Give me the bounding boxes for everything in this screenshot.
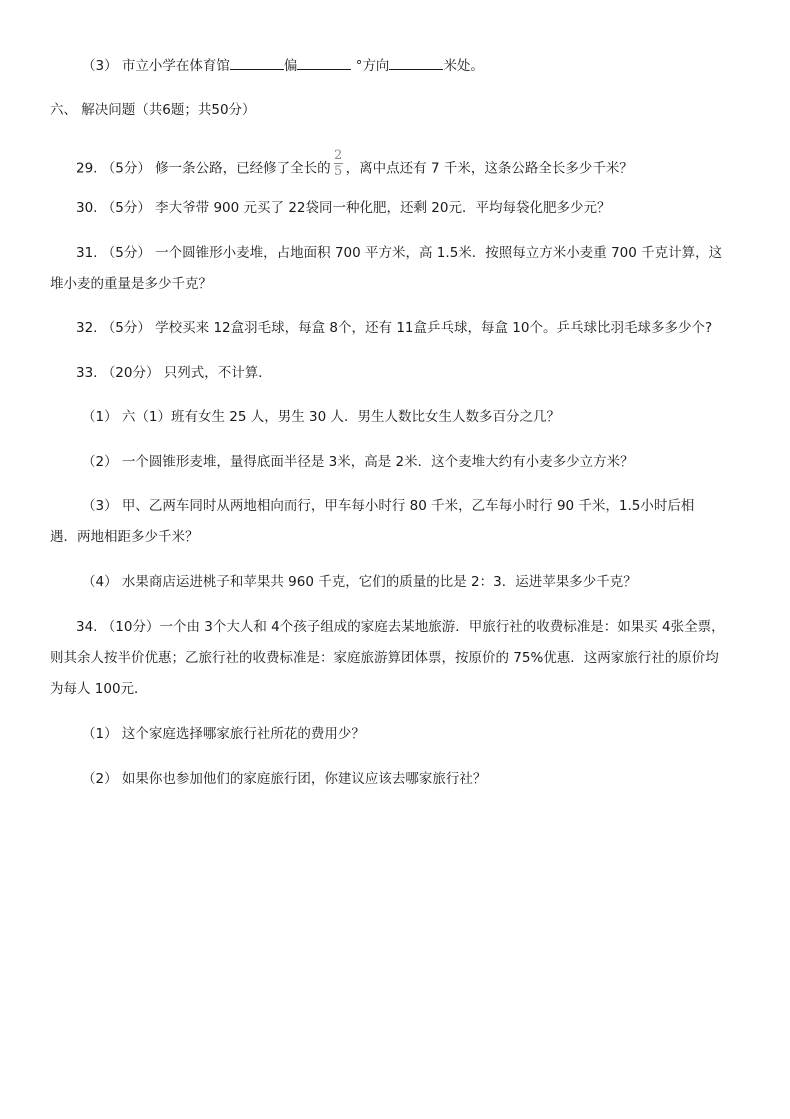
q34-score: （10分） [101,619,160,635]
q34-number: 34. [76,619,98,635]
q30-number: 30. [76,200,98,216]
q29-number: 29. [76,160,98,177]
answer-blank-distance[interactable] [389,55,443,70]
q34-text-line-1: 一个由 3个大人和 4个孩子组成的家庭去某地旅游．甲旅行社的收费标准是：如果买 4张全票， [159,619,725,635]
q34-text-line-2: 则其余人按半价优惠；乙旅行社的收费标准是：家庭旅游算团体票，按原价的 75%优惠．这两家旅行社的原价均 [50,650,719,666]
q28-3-text-2: 偏 [283,58,298,74]
question-32 [76,318,712,338]
question-30 [76,198,610,218]
q31-text-line-1: 一个圆锥形小麦堆，占地面积 700 平方米，高 1.5米．按照每立方米小麦重 700 千克计算，这 [155,245,723,261]
q30-score: （5分） [101,200,151,216]
q34-sub-1-text: 这个家庭选择哪家旅行社所花的费用少？ [121,726,365,742]
q33-sub-2 [82,452,634,472]
q34-sub-2-text: 如果你也参加他们的家庭旅行团，你建议应该去哪家旅行社？ [121,771,487,787]
q29-score: （5分） [101,160,151,177]
q28-3-text-3: °方向 [355,58,390,74]
answer-blank-degree[interactable] [297,55,351,70]
fraction-two-fifths [334,149,343,178]
question-29 [76,148,633,183]
q33-sub-1-text: 六（1）班有女生 25 人，男生 30 人．男生人数比女生人数多百分之几？ [121,409,561,425]
q33-sub-4 [82,572,637,592]
q33-sub-3-line-1 [82,496,694,516]
q34-sub-1 [82,724,365,744]
question-31-line-1 [76,243,722,263]
q33-sub-2-text: 一个圆锥形麦堆，量得底面半径是 3米，高是 2米．这个麦堆大约有小麦多少立方米？ [121,454,634,470]
fraction-numerator: 2 [334,148,343,163]
q34-sub-2 [82,769,486,789]
q32-text: 学校买来 12盒羽毛球，每盒 8个，还有 11盒乒乓球，每盒 10个。乒乓球比羽毛球多多少个? [155,320,713,336]
q33-sub-4-number: （4） [82,574,118,590]
q33-number: 33. [76,365,98,381]
q34-sub-1-number: （1） [82,726,118,742]
section-6-heading: 六、 解决问题（共6题；共50分） [50,102,256,118]
q28-3-line [82,55,484,76]
q28-3-text-4: 米处。 [443,58,484,74]
question-33 [76,363,272,383]
q33-sub-4-text: 水果商店运进桃子和苹果共 960 千克，它们的质量的比是 2：3．运进苹果多少千克？ [121,574,637,590]
q33-text: 只列式，不计算． [163,365,272,381]
q28-3-number: （3） [82,58,118,74]
q29-text-after: ，离中点还有 7 千米，这条公路全长多少千米？ [345,160,633,177]
q33-sub-1 [82,407,560,427]
q34-text-line-3: 为每人 100元． [50,681,148,697]
q33-sub-3-number: （3） [82,498,118,514]
q34-sub-2-number: （2） [82,771,118,787]
q33-sub-2-number: （2） [82,454,118,470]
q32-score: （5分） [101,320,151,336]
question-34-line-1 [76,617,725,637]
q33-sub-1-number: （1） [82,409,118,425]
answer-blank-direction-1[interactable] [230,55,284,70]
q31-score: （5分） [101,245,151,261]
q28-3-text-1: 市立小学在体育馆 [121,58,230,74]
fraction-denominator: 5 [334,164,343,179]
q30-text: 李大爷带 900 元买了 22袋同一种化肥，还剩 20元．平均每袋化肥多少元？ [155,200,611,216]
q33-score: （20分） [101,365,160,381]
q31-text-line-2: 堆小麦的重量是多少千克？ [50,276,212,292]
q31-number: 31. [76,245,98,261]
q33-sub-3-text-line-2: 遇．两地相距多少千米？ [50,529,199,545]
q32-number: 32. [76,320,98,336]
q29-text-before: 修一条公路，已经修了全长的 [155,160,331,177]
q33-sub-3-text-line-1: 甲、乙两车同时从两地相向而行，甲车每小时行 80 千米，乙车每小时行 90 千米，1.5小时后相 [121,498,695,514]
